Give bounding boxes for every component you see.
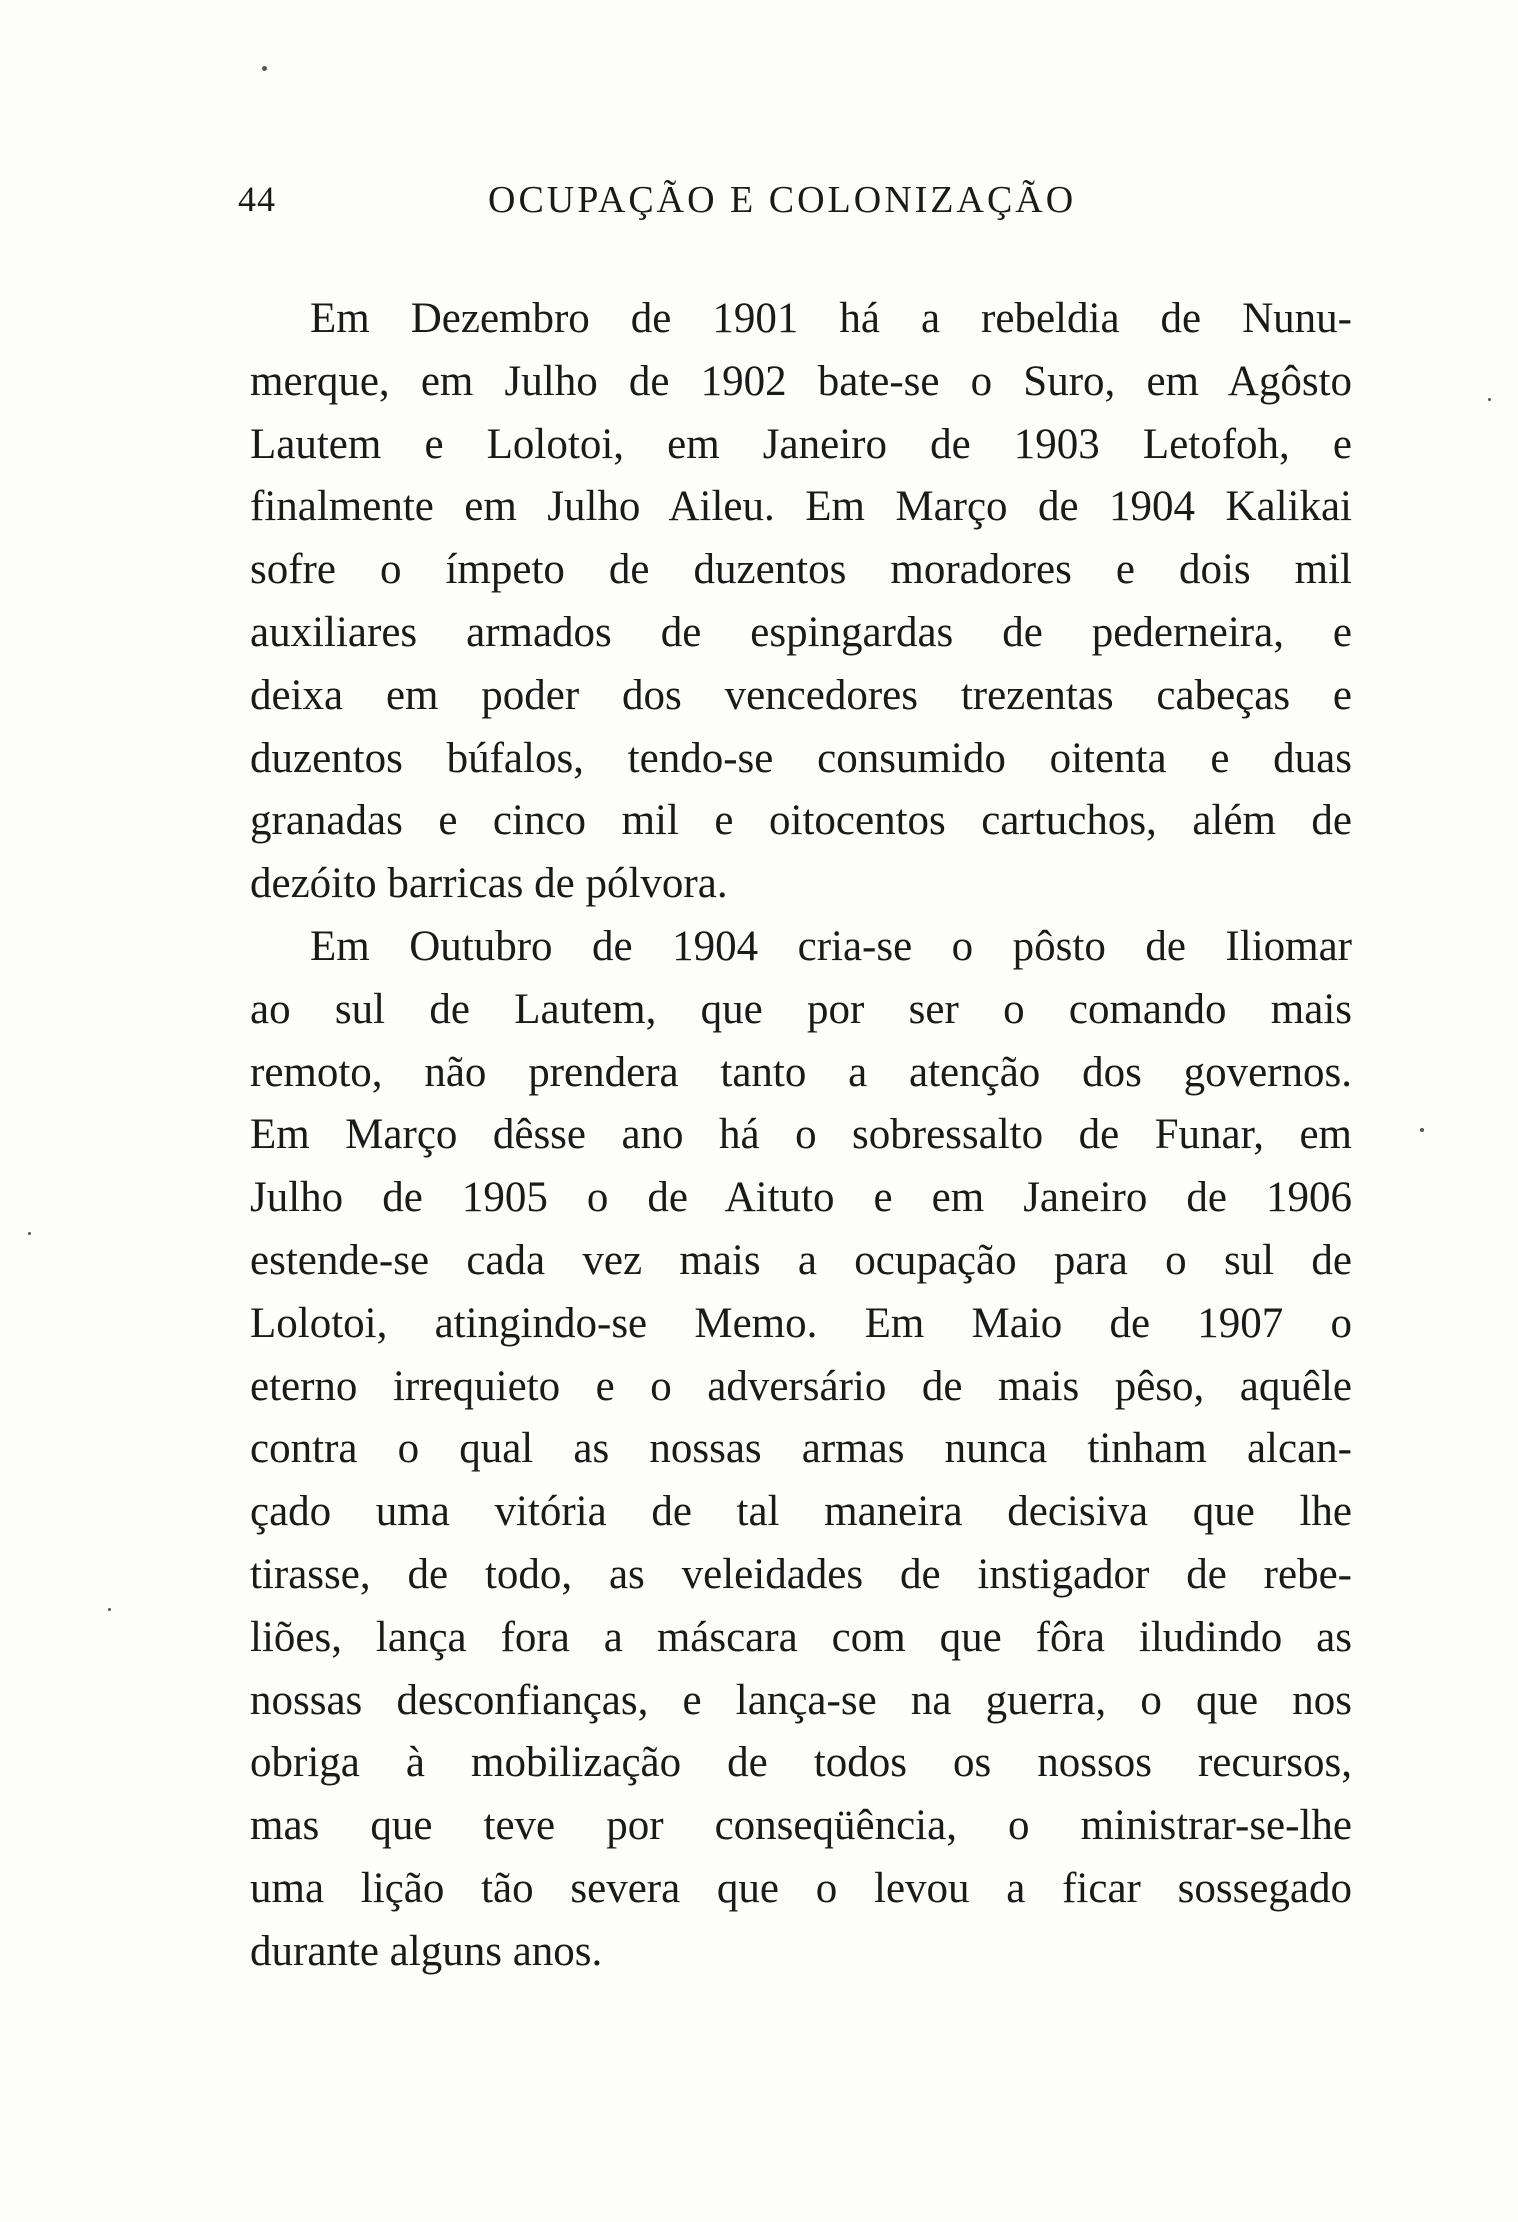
ink-speck bbox=[1420, 1128, 1424, 1132]
page-header bbox=[0, 178, 1518, 238]
text-line: estende-se cada vez mais a ocupação para o sul de bbox=[250, 1236, 1352, 1284]
body-text bbox=[250, 288, 1352, 1984]
text-line: merque, em Julho de 1902 bate-se o Suro, em Agôsto bbox=[250, 357, 1352, 405]
ink-speck bbox=[28, 1232, 31, 1235]
paragraph bbox=[250, 916, 1352, 1984]
text-line: tirasse, de todo, as veleidades de instigador de rebe- bbox=[250, 1550, 1352, 1598]
text-line: Julho de 1905 o de Aituto e em Janeiro de 1906 bbox=[250, 1174, 1352, 1222]
text-line: finalmente em Julho Aileu. Em Março de 1904 Kalikai bbox=[250, 483, 1352, 531]
text-line: ao sul de Lautem, que por ser o comando mais bbox=[250, 985, 1352, 1033]
text-line: deixa em poder dos vencedores trezentas cabeças e bbox=[250, 671, 1352, 719]
paragraph bbox=[250, 288, 1352, 916]
text-line: Lolotoi, atingindo-se Memo. Em Maio de 1907 o bbox=[250, 1299, 1352, 1347]
text-line: dezóito barricas de pólvora. bbox=[250, 860, 728, 908]
text-line: Lautem e Lolotoi, em Janeiro de 1903 Letofoh, e bbox=[250, 420, 1352, 468]
text-line: mas que teve por conseqüência, o ministrar-se-lhe bbox=[250, 1802, 1352, 1850]
text-line: durante alguns anos. bbox=[250, 1927, 603, 1975]
text-line: çado uma vitória de tal maneira decisiva que lhe bbox=[250, 1488, 1352, 1536]
text-line: granadas e cinco mil e oitocentos cartuchos, além de bbox=[250, 797, 1352, 845]
text-line: duzentos búfalos, tendo-se consumido oitenta e duas bbox=[250, 734, 1352, 782]
page-number: 44 bbox=[238, 179, 276, 219]
text-line: Em Outubro de 1904 cria-se o pôsto de Iliomar bbox=[310, 922, 1352, 970]
ink-speck bbox=[1488, 398, 1491, 401]
ink-speck bbox=[108, 1608, 111, 1611]
text-line: eterno irrequieto e o adversário de mais pêso, aquêle bbox=[250, 1362, 1352, 1410]
ink-speck bbox=[262, 66, 267, 71]
running-title: OCUPAÇÃO E COLONIZAÇÃO bbox=[488, 179, 1077, 221]
text-line: remoto, não prendera tanto a atenção dos governos. bbox=[250, 1048, 1352, 1096]
text-line: auxiliares armados de espingardas de pederneira, e bbox=[250, 608, 1352, 656]
text-line: obriga à mobilização de todos os nossos recursos, bbox=[250, 1739, 1352, 1787]
text-line: liões, lança fora a máscara com que fôra iludindo as bbox=[250, 1613, 1352, 1661]
text-line: sofre o ímpeto de duzentos moradores e dois mil bbox=[250, 546, 1352, 594]
text-line: contra o qual as nossas armas nunca tinham alcan- bbox=[250, 1425, 1352, 1473]
text-line: nossas desconfianças, e lança-se na guerra, o que nos bbox=[250, 1676, 1352, 1724]
text-line: Em Dezembro de 1901 há a rebeldia de Nunu- bbox=[310, 295, 1352, 342]
text-line: uma lição tão severa que o levou a ficar sossegado bbox=[250, 1864, 1352, 1912]
text-line: Em Março dêsse ano há o sobressalto de Funar, em bbox=[250, 1111, 1352, 1159]
